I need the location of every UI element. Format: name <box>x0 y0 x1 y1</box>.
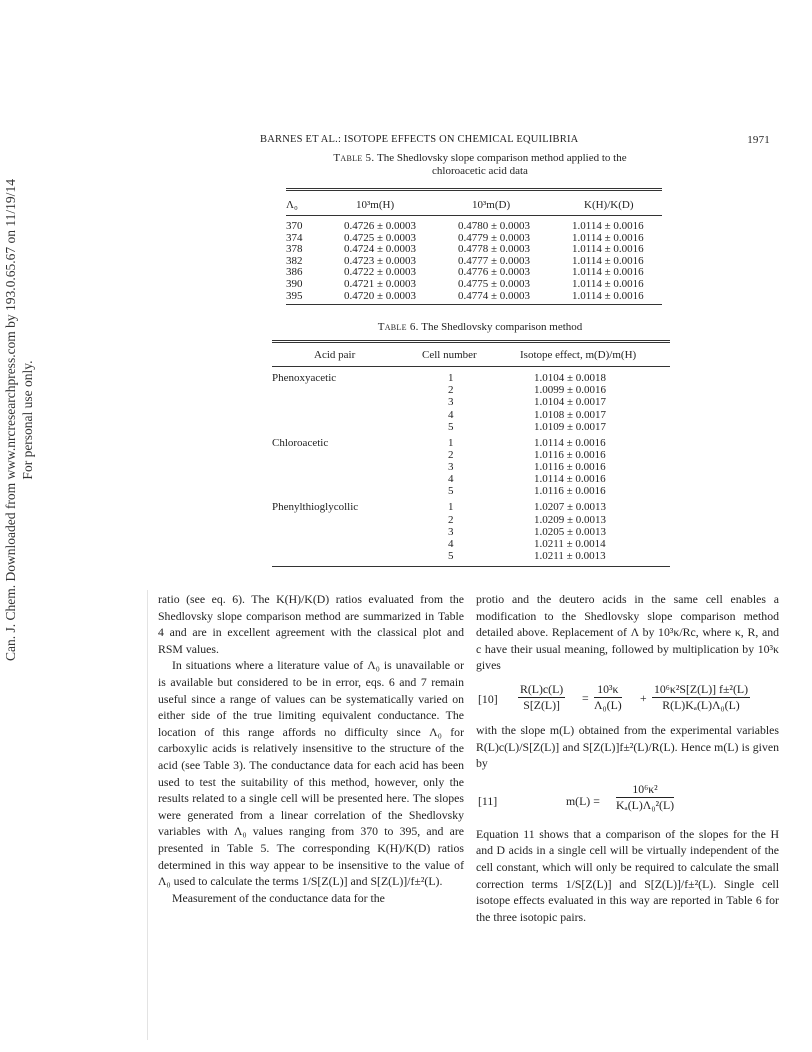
right-paragraph-1: protio and the deutero acids in the same cell enables a modification to the Shedlovsky slope comparison method detailed above. Replacement of Λ by 10³κ/Rc, where κ, R, and c have their usual meaning, followed by multiplication by 10³κ gives <box>476 592 779 673</box>
table6-isotope-effect: 1.0109 ± 0.0017 <box>534 420 607 433</box>
table5-bottom-rule <box>286 304 662 305</box>
table6-header-cell: Cell number <box>422 349 477 361</box>
eq10-t2-den: R(L)Kₐ(L)Λ₀(L) <box>662 697 740 712</box>
table5-cell: 0.4724 ± 0.0003 <box>344 243 417 256</box>
eq11-rhs <box>616 782 674 813</box>
table5-top-rule <box>286 188 662 189</box>
table6-isotope-effect: 1.0114 ± 0.0016 <box>534 436 606 449</box>
table6-cell-number: 2 <box>448 384 454 397</box>
eq10-t2-num: 10⁶κ²S[Z(L)] f±²(L) <box>654 681 749 696</box>
table6-isotope-effect: 1.0114 ± 0.0016 <box>534 473 606 486</box>
table6-cell-number: 5 <box>448 550 454 563</box>
table6-isotope-effect: 1.0104 ± 0.0018 <box>534 372 607 384</box>
watermark-line-1: Can. J. Chem. Downloaded from www.nrcresearchpress.com by 193.0.65.67 on 11/19/14 <box>3 179 18 661</box>
table5-cell: 370 <box>286 220 303 232</box>
eq11-num: 10⁶κ² <box>616 782 674 798</box>
table6-acid-name: Phenylthioglycollic <box>272 501 359 514</box>
table5-cell: 0.4777 ± 0.0003 <box>458 254 531 267</box>
table6-cell-number: 5 <box>448 420 454 433</box>
left-paragraph-3: Measurement of the conductance data for the <box>172 890 385 905</box>
table5-cell: 395 <box>286 289 303 302</box>
table5-cell: 386 <box>286 266 303 279</box>
table6-header-acid: Acid pair <box>314 349 356 361</box>
table6-cell-number: 3 <box>448 396 454 409</box>
equation-11 <box>476 776 779 822</box>
eq11-lhs: m(L) = <box>566 793 600 808</box>
margin-rule <box>147 590 148 1040</box>
table6-cell-number: 4 <box>448 473 454 486</box>
eq10-lhs-num: R(L)c(L) <box>520 681 564 696</box>
running-head-title: BARNES ET AL.: ISOTOPE EFFECTS ON CHEMICAL EQUILIBRIA <box>260 134 579 145</box>
table6-cell-number: 5 <box>448 485 454 498</box>
table6-isotope-effect: 1.0207 ± 0.0013 <box>534 501 607 514</box>
table5-caption-line2: chloroacetic acid data <box>432 165 528 177</box>
table6-header-rule <box>272 366 670 367</box>
table5-cell: 0.4722 ± 0.0003 <box>344 266 417 279</box>
table5-cell: 374 <box>286 231 303 244</box>
table5-cell: 1.0114 ± 0.0016 <box>572 278 644 290</box>
eq11-den: Kₐ(L)Λ₀²(L) <box>616 797 675 812</box>
table5-cell: 1.0114 ± 0.0016 <box>572 243 644 256</box>
eq10-t1-den: Λ₀(L) <box>594 697 622 712</box>
table6-cell-number: 1 <box>448 372 454 384</box>
table5-cell: 390 <box>286 278 303 290</box>
eq10-lhs-den: S[Z(L)] <box>523 697 560 712</box>
table6-cell-number: 1 <box>448 436 454 449</box>
table6-caption <box>270 321 690 334</box>
table5-top-rule-2 <box>286 190 662 191</box>
table5-cell: 0.4720 ± 0.0003 <box>344 289 417 302</box>
table5-cell: 1.0114 ± 0.0016 <box>572 254 644 267</box>
table5-header-ratio: K(H)/K(D) <box>584 199 634 211</box>
table5-cell: 0.4779 ± 0.0003 <box>458 231 531 244</box>
table5-caption <box>270 152 690 178</box>
table6-isotope-effect: 1.0116 ± 0.0016 <box>534 461 606 474</box>
right-paragraph-3: Equation 11 shows that a comparison of the slopes for the H and D acids in a single cell will be virtually independent of the cell constant, which will only be required to calculate the small correction terms 1/S[Z(L)] and S[Z(L)]/f±²(L). Single cell isotope effects evaluated in this way are reported in Table 6 for the three isotopic pairs. <box>476 826 779 924</box>
table5-cell: 1.0114 ± 0.0016 <box>572 231 644 244</box>
table6-cell-number: 2 <box>448 513 454 526</box>
table6-top-rule <box>272 340 670 341</box>
eq10-term2 <box>652 682 750 713</box>
table5-cell: 0.4778 ± 0.0003 <box>458 243 531 256</box>
table6-label: Table 6. <box>377 321 419 333</box>
body-column-left <box>158 591 464 906</box>
table5-cell: 0.4780 ± 0.0003 <box>458 220 531 232</box>
eq10-term1 <box>594 682 622 713</box>
download-watermark <box>2 160 52 680</box>
table6-caption-text: The Shedlovsky comparison method <box>421 321 583 333</box>
table6-bottom-rule <box>272 566 670 567</box>
table5-header-md: 10³m(D) <box>472 199 511 211</box>
table6-cell-number: 2 <box>448 448 454 461</box>
table5-cell: 0.4776 ± 0.0003 <box>458 266 531 279</box>
table6-cell-number: 4 <box>448 537 454 550</box>
table5-cell: 0.4726 ± 0.0003 <box>344 220 417 232</box>
table5 <box>286 192 662 312</box>
table5-cell: 378 <box>286 243 303 256</box>
table6-isotope-effect: 1.0116 ± 0.0016 <box>534 485 606 498</box>
table6-cell-number: 4 <box>448 408 454 421</box>
table5-header-mh: 10³m(H) <box>356 199 395 211</box>
table6-isotope-effect: 1.0205 ± 0.0013 <box>534 525 607 538</box>
left-paragraph-1: ratio (see eq. 6). The K(H)/K(D) ratios evaluated from the Shedlovsky slope comparison method are summarized in Table 4 and are in excellent agreement with the classical plot and RSM values. <box>158 592 464 656</box>
table5-cell: 0.4774 ± 0.0003 <box>458 289 531 302</box>
table6-isotope-effect: 1.0211 ± 0.0014 <box>534 537 606 550</box>
table5-cell: 0.4725 ± 0.0003 <box>344 231 417 244</box>
table6-isotope-effect: 1.0211 ± 0.0013 <box>534 550 606 563</box>
table5-cell: 1.0114 ± 0.0016 <box>572 289 644 302</box>
eq10-t1-num: 10³κ <box>594 682 622 698</box>
table6-isotope-effect: 1.0104 ± 0.0017 <box>534 396 607 409</box>
table6-isotope-effect: 1.0099 ± 0.0016 <box>534 384 607 397</box>
equation-10: [10] $\frac{R(L)c(L)}{S[Z(L)]}$ = $\frac{\text{10³κ}}{\text{Λ₀(L)}}$ + $\frac{\text{10⁶κ²S[Z(L)] f±²(L)}}{\text{R(L)Kₐ(L)Λ₀(L)}}$ <box>478 681 749 712</box>
table5-cell: 0.4775 ± 0.0003 <box>458 278 531 290</box>
table5-cell: 0.4723 ± 0.0003 <box>344 254 417 267</box>
table5-cell: 382 <box>286 254 303 267</box>
table6-cell-number: 3 <box>448 461 454 474</box>
table5-header-rule <box>286 215 662 216</box>
table5-cell: 1.0114 ± 0.0016 <box>572 220 644 232</box>
table6-isotope-effect: 1.0209 ± 0.0013 <box>534 513 607 526</box>
table5-cell: 1.0114 ± 0.0016 <box>572 266 644 279</box>
table6-acid-name: Phenoxyacetic <box>272 372 337 384</box>
body-column-right <box>476 591 779 925</box>
left-paragraph-2: In situations where a literature value of Λ₀ is unavailable or is available but considered to be in error, eqs. 6 and 7 remain useful since a range of values can be systematically varied on either side of the true limiting equivalent conductance. The location of this range affords no difficulty since Λ₀ for carboxylic acids is relatively insensitive to the structure of the acid (see Table 3). The conductance data for each acid has been used to test the suitability of this method, however, only the results related to a single cell will be presented here. The slopes were generated from a linear correlation of the Shedlovsky variables with Λ₀ values ranging from 370 to 395, and are presented in Table 5. The corresponding K(H)/K(D) ratios determined in this way appear to be insensitive to the value of Λ₀ used to calculate the terms 1/S[Z(L)] and S[Z(L)]/f±²(L). <box>158 658 464 889</box>
table6-isotope-effect: 1.0116 ± 0.0016 <box>534 448 606 461</box>
table6-isotope-effect: 1.0108 ± 0.0017 <box>534 408 607 421</box>
table6-cell-number: 1 <box>448 501 454 514</box>
table6-cell-number: 3 <box>448 525 454 538</box>
right-paragraph-2: with the slope m(L) obtained from the experimental variables R(L)c(L)/S[Z(L)] and S[Z(L)]f±²(L)/R(L). Hence m(L) is given by <box>476 722 779 771</box>
table6-acid-name: Chloroacetic <box>272 436 329 449</box>
table6 <box>272 343 670 573</box>
table5-label: Table 5. <box>333 152 375 164</box>
eq10-number: [10] <box>478 691 498 706</box>
table5-caption-line1: The Shedlovsky slope comparison method applied to the <box>376 152 627 164</box>
table6-header-effect: Isotope effect, m(D)/m(H) <box>520 349 637 361</box>
page-number: 1971 <box>747 134 770 146</box>
table5-cell: 0.4721 ± 0.0003 <box>344 278 417 290</box>
table5-header-lambda: Λ₀ <box>286 199 298 211</box>
eq10-lhs <box>518 682 565 713</box>
eq11-number: [11] <box>478 793 498 808</box>
watermark-line-2: For personal use only. <box>20 360 35 480</box>
